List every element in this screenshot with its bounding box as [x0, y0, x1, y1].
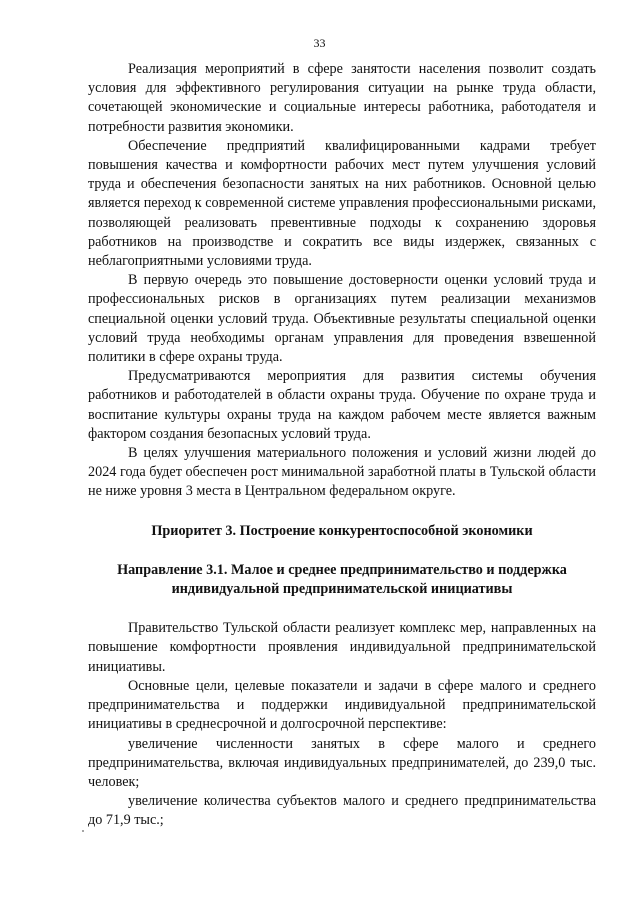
paragraph-employment: Реализация мероприятий в сфере занятости населения позволит создать условия для эффективного регулирования ситуации на рынке труда области, сочетающей экономические и социальные интересы работника, работодателя и потребности развития экономики.: [88, 61, 596, 135]
section-heading-direction: Направление 3.1. Малое и среднее предпринимательство и поддержка индивидуальной предпринимательской инициативы: [117, 561, 567, 598]
paragraph-qualified-staff: Обеспечение предприятий квалифицированными кадрами требует повышения качества и комфортности рабочих мест путем улучшения условий труда и обеспечения безопасности занятых на них работников. Основной целью является переход к современной системе управления профессиональными рисками, позволяющей реализовать превентивные подходы к сохранению здоровья работников на производстве и сократить все виды издержек, связанных с неблагоприятными условиями труда.: [88, 137, 596, 270]
section-heading-priority: Приоритет 3. Построение конкурентоспособной экономики: [151, 522, 533, 539]
list-item-employment-growth: увеличение численности занятых в сфере малого и среднего предпринимательства, включая индивидуальных предпринимателей, до 239,0 тыс. человек;: [88, 735, 596, 790]
paragraph-minimum-wage: В целях улучшения материального положения и условий жизни людей до 2024 года будет обеспечен рост минимальной заработной платы в Тульской области не ниже уровня 3 места в Центральном федеральном округе.: [88, 445, 596, 500]
paragraph-government-measures: Правительство Тульской области реализует комплекс мер, направленных на повышение комфортности проявления индивидуальной предпринимательской инициативы.: [88, 620, 596, 675]
page-number: 33: [313, 36, 326, 50]
paragraph-assessment: В первую очередь это повышение достоверности оценки условий труда и профессиональных рисков в организациях путем реализации механизмов специальной оценки условий труда. Объективные результаты специальной оценки условий труда необходимы органам управления для проведения взвешенной политики в сфере охраны труда.: [88, 272, 596, 366]
paragraph-training: Предусматриваются мероприятия для развития системы обучения работников и работодателей в области охраны труда. Обучение по охране труда и воспитание культуры охраны труда на каждом рабочем месте является важным фактором создания безопасных условий труда.: [88, 368, 596, 442]
page-body: [88, 60, 596, 831]
scan-artifact: [82, 830, 84, 832]
paragraph-goals: Основные цели, целевые показатели и задачи в сфере малого и среднего предпринимательства и поддержки индивидуальной предпринимательской инициативы в среднесрочной и долгосрочной перспективе:: [88, 677, 596, 733]
list-item-subjects-growth: увеличение количества субъектов малого и среднего предпринимательства до 71,9 тыс.;: [88, 793, 596, 829]
